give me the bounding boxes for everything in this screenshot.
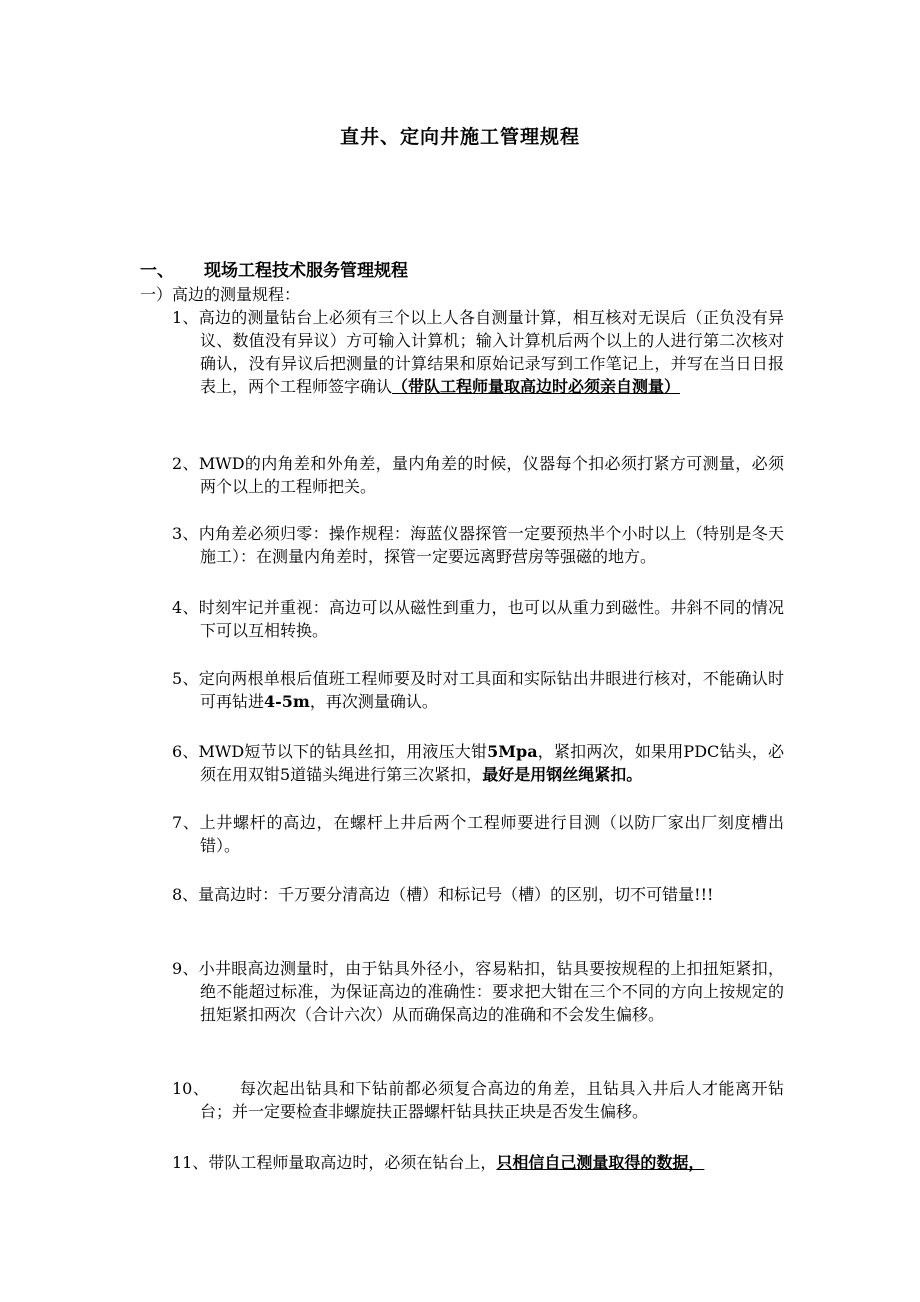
list-item (172, 1151, 784, 1174)
list-item (172, 1077, 784, 1123)
item-bold-text: 最好是用钢丝绳紧扣。 (482, 765, 643, 784)
document-title: 直井、定向井施工管理规程 (339, 126, 580, 148)
list-item (172, 740, 784, 786)
list-item (172, 667, 784, 713)
item-number: 10、 (172, 1079, 210, 1098)
list-item (172, 306, 784, 398)
section-number: 一、 (140, 261, 174, 281)
list-item: 4、时刻牢记并重视：高边可以从磁性到重力，也可以从重力到磁性。井斜不同的情况下可以互相转换。 (172, 598, 784, 640)
section-title: 现场工程技术服务管理规程 (204, 261, 408, 281)
section-heading (140, 256, 408, 281)
item-text: 每次起出钻具和下钻前都必须复合高边的角差，且钻具入井后人才能离开钻台；并一定要检查非螺旋扶正器螺杆钻具扶正块是否发生偏移。 (200, 1079, 784, 1121)
list-item: 7、上井螺杆的高边，在螺杆上井后两个工程师要进行目测（以防厂家出厂刻度槽出错）。 (172, 813, 784, 855)
item-text: 1、高边的测量钻台上必须有三个以上人各自测量计算，相互核对无误后（正负没有异议、数值没有异议）方可输入计算机；输入计算机后两个以上的人进行第二次核对确认，没有异议后把测量的计算结果和原始记录写到工作笔记上，并写在当日日报表上，两个工程师签字确认 (172, 308, 784, 396)
item-text: ，再次测量确认。 (309, 692, 438, 711)
item-text: ，紧扣两次，如果用PDC钻头，必须在用双钳5道锚头绳进行第三次紧扣， (200, 742, 784, 784)
item-text: 5、定向两根单根后值班工程师要及时对工具面和实际钻出井眼进行核对，不能确认时可再钻进 (172, 669, 784, 711)
list-item: 2、MWD的内角差和外角差，量内角差的时候，仪器每个扣必须打紧方可测量，必须两个以上的工程师把关。 (172, 454, 784, 496)
item-text: 11、带队工程师量取高边时，必须在钻台上， (172, 1153, 497, 1172)
list-item: 3、内角差必须归零：操作规程：海蓝仪器探管一定要预热半个小时以上（特别是冬天施工）：在测量内角差时，探管一定要远离野营房等强磁的地方。 (172, 524, 784, 566)
item-bold-text: 4-5m (264, 692, 310, 711)
list-item: 9、小井眼高边测量时，由于钻具外径小，容易粘扣，钻具要按规程的上扣扭矩紧扣，绝不能超过标准，为保证高边的准确性：要求把大钳在三个不同的方向上按规定的扭矩紧扣两次（合计六次）从而确保高边的准确和不会发生偏移。 (172, 959, 784, 1024)
item-bold-text: 5Mpa (487, 742, 538, 761)
item-text: 6、MWD短节以下的钻具丝扣，用液压大钳 (172, 742, 488, 761)
item-underlined-text: （带队工程师量取高边时必须亲自测量） (392, 377, 681, 396)
item-underlined-text: 只相信自己测量取得的数据， (496, 1153, 705, 1172)
list-item: 8、量高边时：千万要分清高边（槽）和标记号（槽）的区别，切不可错量!!! (172, 885, 714, 904)
subsection-heading: 一）高边的测量规程： (140, 285, 301, 304)
